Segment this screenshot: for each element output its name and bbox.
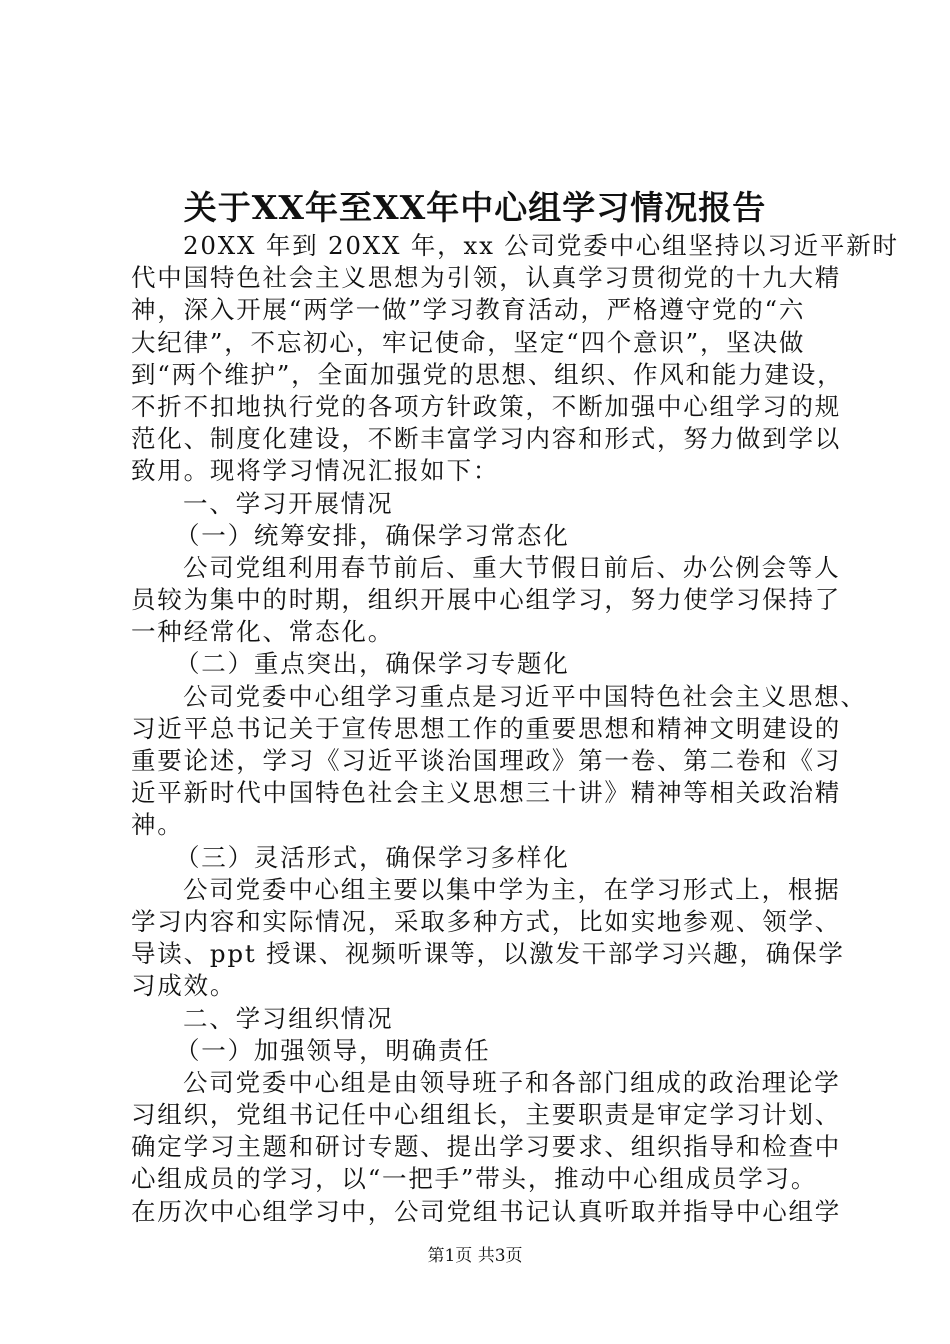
- paragraph-line: 公司党委中心组是由领导班子和各部门组成的政治理论学: [183, 1067, 841, 1097]
- paragraph-intro-line: 到“两个维护”，全面加强党的思想、组织、作风和能力建设，: [131, 359, 844, 389]
- subsection-heading-2-1: （一）加强领导，明确责任: [175, 1035, 491, 1065]
- document-body: [131, 230, 899, 1228]
- paragraph-line: 确定学习主题和研讨专题、提出学习要求、组织指导和检查中: [131, 1132, 842, 1162]
- section-heading-1: 一、学习开展情况: [183, 488, 394, 518]
- paragraph-intro-line: 大纪律”，不忘初心，牢记使命，坚定“四个意识”，坚决做: [131, 327, 806, 357]
- page-footer: 第1页 共3页: [427, 1246, 523, 1266]
- paragraph-line: 公司党委中心组主要以集中学为主，在学习形式上，根据: [183, 874, 841, 904]
- subsection-heading-1-2: （二）重点突出，确保学习专题化: [175, 649, 570, 679]
- paragraph-intro-line: 20XX 年到 20XX 年，xx 公司党委中心组坚持以习近平新时: [183, 231, 899, 260]
- paragraph-line: 神。: [131, 810, 184, 840]
- paragraph-line: 心组成员的学习，以“一把手”带头，推动中心组成员学习。: [131, 1164, 818, 1194]
- paragraph-line: 公司党组利用春节前后、重大节假日前后、办公例会等人: [183, 552, 841, 582]
- paragraph-line: 在历次中心组学习中，公司党组书记认真听取并指导中心组学: [131, 1196, 842, 1226]
- paragraph-intro-line: 代中国特色社会主义思想为引领，认真学习贯彻党的十九大精: [131, 263, 842, 293]
- paragraph-line: 员较为集中的时期，组织开展中心组学习，努力使学习保持了: [131, 585, 842, 615]
- paragraph-intro-line: 神，深入开展“两学一做”学习教育活动，严格遵守党的“六: [131, 295, 806, 325]
- paragraph-line: 一种经常化、常态化。: [131, 617, 394, 647]
- paragraph-line: 公司党委中心组学习重点是习近平中国特色社会主义思想、: [183, 681, 867, 711]
- paragraph-line: 习近平总书记关于宣传思想工作的重要思想和精神文明建设的: [131, 713, 842, 743]
- subsection-heading-1-3: （三）灵活形式，确保学习多样化: [175, 842, 570, 872]
- paragraph-line: 习成效。: [131, 971, 237, 1001]
- paragraph-line: 重要论述，学习《习近平谈治国理政》第一卷、第二卷和《习: [131, 746, 842, 775]
- document-title: 关于XX年至XX年中心组学习情况报告: [183, 188, 767, 227]
- subsection-heading-1-1: （一）统筹安排，确保学习常态化: [175, 520, 570, 550]
- paragraph-intro-line: 致用。现将学习情况汇报如下：: [131, 456, 500, 486]
- paragraph-intro-line: 不折不扣地执行党的各项方针政策，不断加强中心组学习的规: [131, 391, 842, 421]
- paragraph-intro-line: 范化、制度化建设，不断丰富学习内容和形式，努力做到学以: [131, 424, 842, 454]
- paragraph-line: 导读、ppt 授课、视频听课等，以激发干部学习兴趣，确保学: [131, 939, 845, 969]
- paragraph-line: 学习内容和实际情况，采取多种方式，比如实地参观、领学、: [131, 906, 842, 936]
- paragraph-line: 习组织，党组书记任中心组组长，主要职责是审定学习计划、: [131, 1100, 842, 1130]
- section-heading-2: 二、学习组织情况: [183, 1003, 394, 1033]
- paragraph-line: 近平新时代中国特色社会主义思想三十讲》精神等相关政治精: [131, 778, 842, 808]
